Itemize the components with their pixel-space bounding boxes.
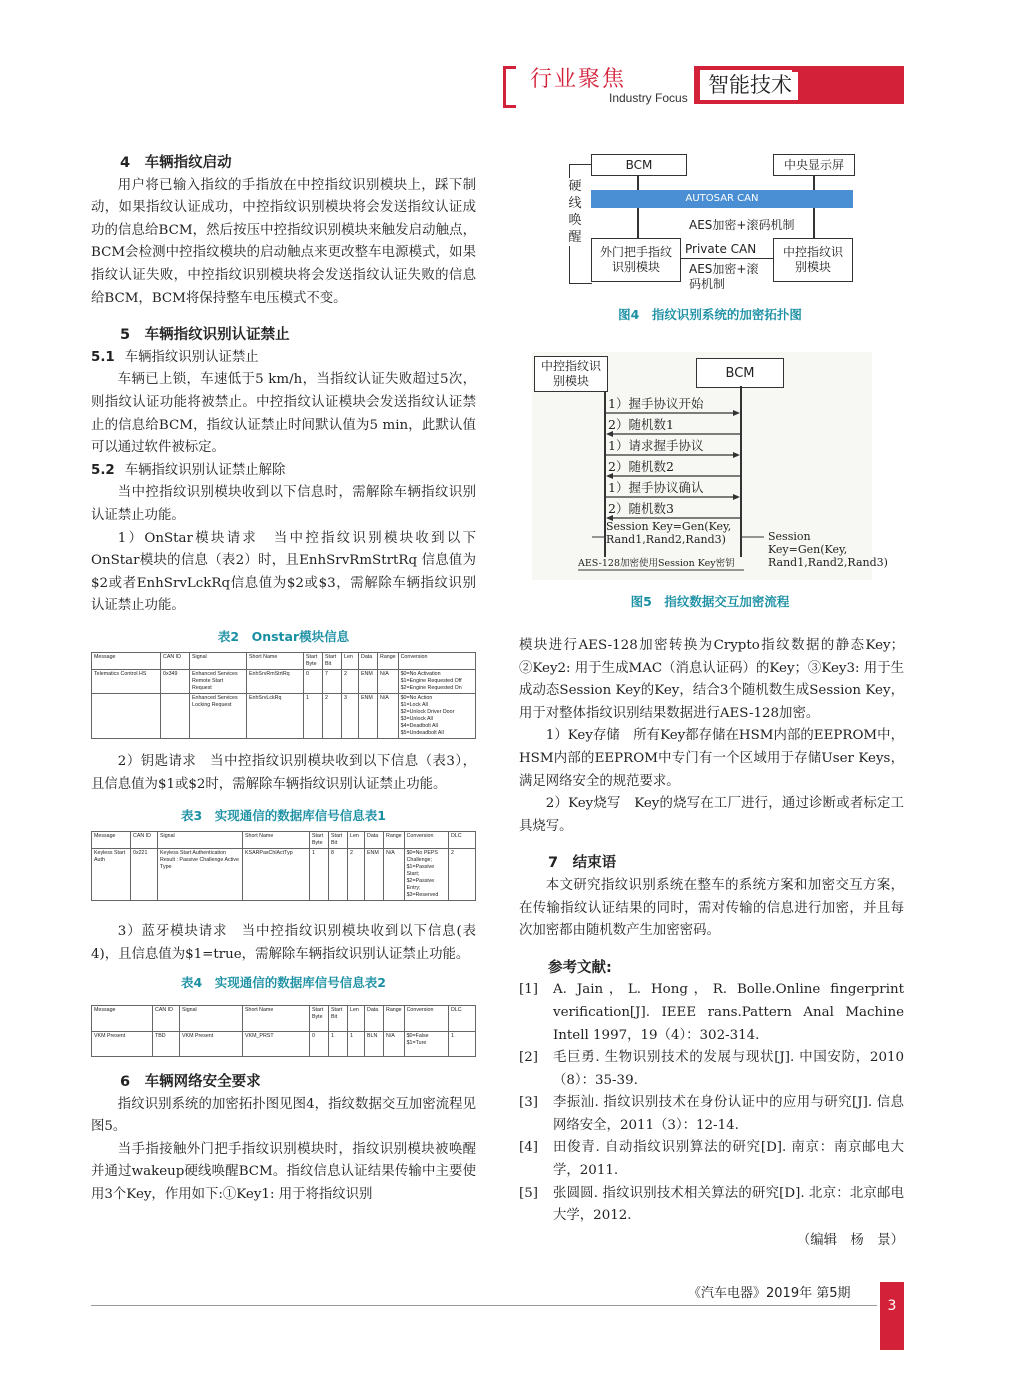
table-cell	[161, 694, 190, 739]
conclusion-paragraph: 本文研究指纹识别系统在整车的系统方案和加密交互方案，在传输指纹认证结果的同时，需对传输的信息进行加密，并且每次加密都由随机数产生加密密码。	[519, 877, 904, 939]
reference-number: [4]	[519, 1140, 538, 1156]
fig5-session-key-right: Session Key=Gen(Key, Rand1,Rand2,Rand3)	[768, 530, 888, 569]
fig4-connector-right	[813, 175, 815, 190]
fig5-aes-label: AES-128加密使用Session Key密钥	[578, 558, 735, 569]
journal-issue: 《汽车电器》2019年 第5期	[688, 1286, 851, 1301]
table-header-cell: DLC	[449, 1006, 476, 1032]
fig5-session-key-left: Session Key=Gen(Key, Rand1,Rand2,Rand3)	[606, 520, 732, 546]
fig5-arrow-head	[733, 410, 740, 416]
table-header-cell: Range	[378, 653, 399, 670]
table-cell: 2	[323, 694, 342, 739]
header	[0, 0, 1016, 120]
table-row	[92, 1031, 476, 1057]
table-header-cell: Data	[365, 1006, 384, 1032]
table-header-cell: DLC	[449, 832, 476, 849]
figure-4-caption: 图4 指纹识别系统的加密拓扑图	[618, 307, 802, 322]
fig5-arrow-head	[733, 494, 740, 500]
table-cell: 2	[348, 849, 365, 901]
reference-number: [2]	[519, 1050, 538, 1066]
figure-5	[532, 352, 888, 580]
section-6-paragraph-2: 当手指接触外门把手指纹识别模块时，指纹识别模块被唤醒并通过wakeup硬线唤醒BCM。指纹信息认证结果传输中主要使用3个Key，作用如下:①Key1: 用于将指纹识别	[91, 1141, 476, 1202]
reference-text: 毛巨勇. 生物识别技术的发展与现状[J]. 中国安防，2010（8）：35-39.	[553, 1050, 904, 1088]
table-cell: EnhSrvLckRq	[247, 694, 304, 739]
table-cell: EnhSrvRmStrtRq	[247, 670, 304, 694]
table-cell: N/A	[384, 1031, 405, 1057]
table-header-cell: Len	[342, 653, 359, 670]
key-storage-paragraph: 1）Key存储 所有Key都存储在HSM内部的EEPROM中，HSM内部的EEPROM中专门有一个区域用于存储User Keys，满足网络安全的规范要求。	[519, 728, 904, 789]
table-cell: Enhanced Services Locking Request	[190, 694, 247, 739]
fig4-private-can-label: Private CAN	[685, 242, 757, 256]
key-burning-paragraph: 2）Key烧写 Key的烧写在工厂进行，通过诊断或者标定工具烧写。	[519, 796, 904, 834]
reference-item	[519, 1183, 904, 1228]
fig4-aes-rolling-label: AES加密+滚码机制	[689, 218, 795, 232]
header-bracket-right	[792, 70, 800, 104]
table-cell: $0=No Action $1=Lock All $2=Unlock Driver Door $3=Unlock All $4=Deadbolt All $5=Undeadbolt All	[398, 694, 475, 739]
table-cell: TBD	[153, 1031, 180, 1057]
table-cell: 1	[304, 694, 323, 739]
section-5-2-heading: 5.2 车辆指纹识别认证禁止解除	[91, 462, 286, 478]
section-6-paragraph-1: 指纹识别系统的加密拓扑图见图4，指纹数据交互加密流程见图5。	[91, 1096, 476, 1135]
table-header-cell: Conversion	[404, 832, 448, 849]
table-4	[91, 1005, 476, 1057]
section-title: 行业聚焦	[530, 67, 627, 92]
page-number: 3	[887, 1298, 897, 1314]
table-cell: N/A	[378, 694, 399, 739]
section-5-title: 5 车辆指纹识别认证禁止	[120, 327, 290, 344]
table-header-cell: Signal	[158, 832, 243, 849]
table-4-caption: 表4 实现通信的数据库信号信息表2	[181, 975, 386, 991]
table-header-cell: Len	[348, 1006, 365, 1032]
left-column	[91, 152, 476, 1207]
reference-item	[519, 1092, 904, 1137]
table-header-cell: Data	[365, 832, 384, 849]
table-header-cell: Short Name	[243, 832, 310, 849]
table-cell: VKM_PRST	[243, 1031, 310, 1057]
table-cell: 1	[449, 1031, 476, 1057]
table-cell: KSARPasChlActTyp	[243, 849, 310, 901]
table-header-cell: Len	[348, 832, 365, 849]
fig4-door-module-box: 外门把手指纹识别模块	[591, 238, 681, 282]
fig4-center-module-box: 中控指纹识别模块	[773, 238, 853, 282]
bluetooth-request-paragraph: 3）蓝牙模块请求 当中控指纹识别模块收到以下信息(表4)，且信息值为$1=true，需解除车辆指纹识别认证禁止功能。	[91, 924, 476, 962]
table-cell: 3	[342, 694, 359, 739]
table-header-cell: CAN ID	[153, 1006, 180, 1032]
table-cell: ENM	[359, 670, 378, 694]
table-cell: 0	[304, 670, 323, 694]
table-cell: ENM	[365, 849, 384, 901]
fig5-step-label: 1）握手协议确认	[608, 480, 704, 495]
table-cell: N/A	[384, 849, 405, 901]
references-list	[519, 979, 904, 1228]
reference-number: [5]	[519, 1185, 538, 1201]
fig5-step-label: 2）随机数2	[608, 459, 674, 474]
table-header-cell: Message	[92, 832, 131, 849]
table-row	[92, 670, 476, 694]
table-cell: ENM	[359, 694, 378, 739]
fig5-step-label: 2）随机数3	[608, 501, 674, 516]
table-cell: 0x349	[161, 670, 190, 694]
section-4-paragraph: 用户将已输入指纹的手指放在中控指纹识别模块上，踩下制动，如果指纹认证成功，中控指纹识别模块将会发送指纹认证成功的信息给BCM，然后按压中控指纹识别模块来触发启动触点，BCM会检测中控指纹模块的启动触点来更改整车电源模式，如果指纹认证失败，中控指纹识别模块将会发送指纹认证失败的信息给BCM，BCM将保持整车电压模式不变。	[91, 177, 476, 306]
table-header-cell: Signal	[190, 653, 247, 670]
fig4-aes-label: AES加密+滚码机制	[689, 262, 759, 291]
table-header-cell: CAN ID	[131, 832, 158, 849]
table-cell: VKM Present	[180, 1031, 243, 1057]
fig5-step-label: 1）握手协议开始	[608, 396, 704, 411]
reference-number: [1]	[519, 982, 538, 998]
table-header-cell: Conversion	[398, 653, 475, 670]
table-header-cell: Short Name	[243, 1006, 310, 1032]
table-cell: VKM Present	[92, 1031, 153, 1057]
keys-paragraph: 模块进行AES-128加密转换为Crypto指纹数据的静态Key；②Key2: 用于生成MAC（消息认证码）的Key；③Key3: 用于生成动态Session Key的Key，结合3个随机数生成Session Key，用于对整体指纹识别结果数据进行AES-128加密。	[519, 638, 904, 721]
table-header-cell: Conversion	[404, 1006, 448, 1032]
table-cell: Telematics Control HS	[92, 670, 161, 694]
editor-note: （编辑 杨 景）	[796, 1232, 904, 1248]
table-cell: 1	[348, 1031, 365, 1057]
table-header-cell: Range	[384, 832, 405, 849]
table-header-cell: Short Name	[247, 653, 304, 670]
table-3	[91, 831, 476, 901]
table-header-cell: Start Byte	[310, 832, 329, 849]
fig4-connector-left	[637, 175, 639, 190]
header-bracket-left	[503, 66, 516, 108]
table-cell: 2	[342, 670, 359, 694]
fig4-connector-center	[813, 208, 815, 238]
fig4-private-can-line	[681, 258, 773, 259]
column-tag: 智能技术	[700, 70, 800, 100]
table-cell: BLN	[365, 1031, 384, 1057]
table-cell: $0=No PEPS Challenge; $1=Passive Start; $2=Passive Entry; $3=Reserved	[404, 849, 448, 901]
table-cell: 8	[329, 849, 348, 901]
table-header-cell: Start Bit	[323, 653, 342, 670]
table-header-cell: Start Byte	[310, 1006, 329, 1032]
table-header-cell: Start Bit	[329, 1006, 348, 1032]
reference-text: 李振汕. 指纹识别技术在身份认证中的应用与研究[J]. 信息网络安全，2011（3）：12-14.	[553, 1095, 904, 1133]
reference-number: [3]	[519, 1095, 538, 1111]
table-cell: N/A	[378, 670, 399, 694]
table-2-caption: 表2 Onstar模块信息	[217, 628, 350, 644]
key-request-paragraph: 2）钥匙请求 当中控指纹识别模块收到以下信息（表3），且信息值为$1或$2时，需解除车辆指纹识别认证禁止功能。	[91, 754, 476, 793]
table-cell: Enhanced Services Remote Start Request	[190, 670, 247, 694]
reference-item	[519, 1047, 904, 1092]
page-tab	[880, 1282, 904, 1350]
reference-text: A. Jain，L. Hong，R. Bolle.Online fingerprint verification[J]. IEEE rans.Pattern Anal Machine Intell 1997，19（4）：302-314.	[553, 982, 904, 1043]
table-cell: 7	[323, 670, 342, 694]
table-row	[92, 694, 476, 739]
fig5-step-label: 2）随机数1	[608, 417, 674, 432]
fig4-bcm-box: BCM	[591, 154, 687, 176]
onstar-request-paragraph: 1）OnStar模块请求 当中控指纹识别模块收到以下OnStar模块的信息（表2）时，且EnhSrvRmStrtRq 信息值为$2或者EnhSrvLckRq信息值为$2或$3，需解除车辆指纹识别认证禁止功能。	[91, 530, 476, 614]
table-cell: 2	[449, 849, 476, 901]
footer-rule	[91, 1305, 877, 1306]
table-row	[92, 849, 476, 901]
section-6-title: 6 车辆网络安全要求	[120, 1074, 261, 1091]
table-header-cell: Data	[359, 653, 378, 670]
table-header-row	[92, 1006, 476, 1032]
table-header-cell: Message	[92, 1006, 153, 1032]
table-header-cell: Start Bit	[329, 832, 348, 849]
section-subtitle: Industry Focus	[609, 91, 688, 105]
fig4-bus-label: AUTOSAR CAN	[685, 193, 759, 204]
table-header-row	[92, 832, 476, 849]
fig5-step-label: 1）请求握手协议	[608, 438, 704, 453]
section-5-1-heading: 5.1 车辆指纹识别认证禁止	[91, 349, 259, 365]
section-4-title: 4 车辆指纹启动	[120, 155, 232, 171]
table-cell: 1	[310, 849, 329, 901]
table-header-cell: Signal	[180, 1006, 243, 1032]
fig4-display-box: 中央显示屏	[773, 154, 855, 176]
figure-4	[555, 150, 865, 300]
fig4-connector-door	[637, 208, 639, 238]
fig4-wake-label: 硬线唤醒	[568, 179, 582, 245]
right-column	[519, 635, 904, 1252]
table-cell: Keyless Start Auth	[92, 849, 131, 901]
table-cell: 0	[310, 1031, 329, 1057]
table-cell: $0=False $1=Ture	[404, 1031, 448, 1057]
reference-item	[519, 1137, 904, 1182]
section-5-2-paragraph: 当中控指纹识别模块收到以下信息时，需解除车辆指纹识别认证禁止功能。	[91, 485, 476, 523]
table-header-cell: Range	[384, 1006, 405, 1032]
table-cell	[92, 694, 161, 739]
table-3-caption: 表3 实现通信的数据库信号信息表1	[181, 807, 386, 823]
table-cell: 1	[329, 1031, 348, 1057]
section-7-title: 7 结束语	[548, 855, 617, 872]
table-cell: 0x221	[131, 849, 158, 901]
section-5-1-paragraph: 车辆已上锁，车速低于5 km/h，当指纹认证失败超过5次，则指纹认证功能将被禁止。中控指纹认证模块会发送指纹认证禁止的信息给BCM，指纹认证禁止时间默认值为5 min，此默认值可以通过软件被标定。	[91, 372, 476, 456]
reference-text: 田俊青. 自动指纹识别算法的研究[D]. 南京：南京邮电大学，2011.	[553, 1140, 904, 1179]
references-title: 参考文献:	[548, 959, 612, 976]
table-header-cell: CAN ID	[161, 653, 190, 670]
table-2	[91, 652, 476, 739]
fig5-arrow-head	[733, 452, 740, 458]
table-cell: Keyless Start Authentication Result : Passive Challenge Active Type	[158, 849, 243, 901]
table-cell: $0=No Activation $1=Engine Requested Off $2=Engine Requested On	[398, 670, 475, 694]
reference-item	[519, 979, 904, 1047]
figure-5-caption: 图5 指纹数据交互加密流程	[630, 594, 790, 609]
fig5-center-module-box: 中控指纹识别模块	[534, 356, 608, 392]
table-header-cell: Start Byte	[304, 653, 323, 670]
table-header-row	[92, 653, 476, 670]
table-header-cell: Message	[92, 653, 161, 670]
reference-text: 张圆圆. 指纹识别技术相关算法的研究[D]. 北京：北京邮电大学，2012.	[553, 1185, 904, 1224]
fig5-bcm-box: BCM	[696, 358, 784, 388]
